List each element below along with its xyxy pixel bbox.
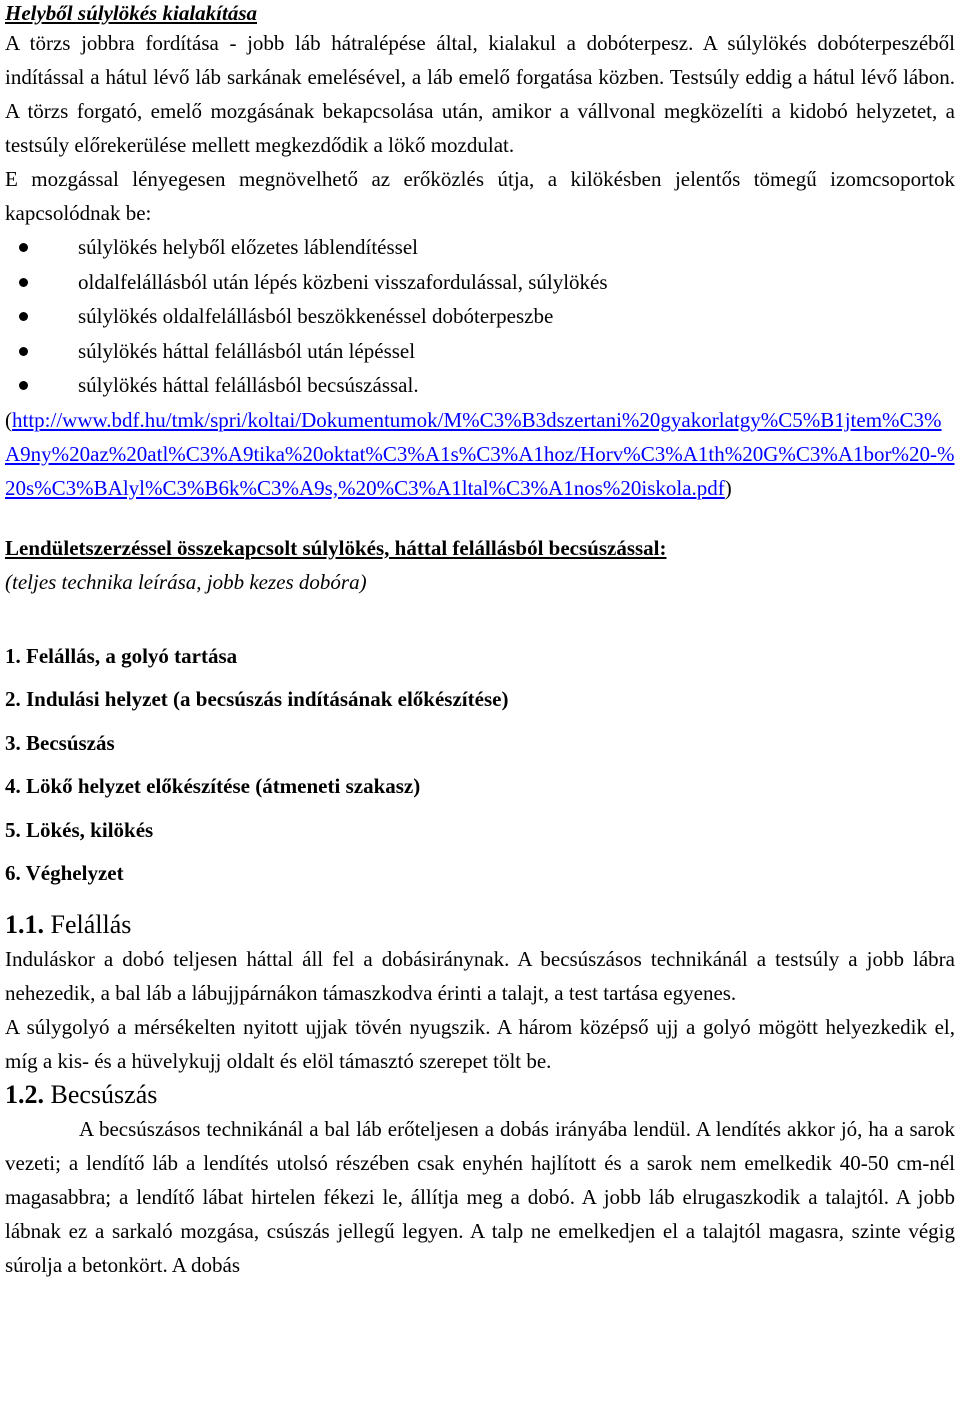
section-heading: Helyből súlylökés kialakítása xyxy=(5,1,257,25)
list-item-text: súlylökés helyből előzetes láblendítéssel xyxy=(78,235,418,259)
steps-list xyxy=(5,639,955,900)
bullet-icon xyxy=(19,381,28,390)
paren-close: ) xyxy=(724,475,732,500)
step-item: 1. Felállás, a golyó tartása xyxy=(5,643,238,668)
list-item-text: oldalfelállásból után lépés közbeni visszafordulással, súlylökés xyxy=(78,269,608,294)
step-item: 5. Lökés, kilökés xyxy=(5,817,154,842)
step-item: 2. Indulási helyzet (a becsúszás indításának előkészítése) xyxy=(5,687,509,711)
subsection-title: Becsúszás xyxy=(50,1079,158,1109)
bullet-icon xyxy=(19,243,28,252)
list-item-text: súlylökés háttal felállásból becsúszással. xyxy=(78,373,419,397)
paragraph: Induláskor a dobó teljesen háttal áll fel a dobásiránynak. A becsúszásos technikánál a testsúly a jobb lábra nehezedik, a bal láb a lábujjpárnákon támaszkodva érinti a talajt, a test tartása egyenes. xyxy=(5,946,955,1005)
paragraph: A becsúszásos technikánál a bal láb erőteljesen a dobás irányába lendül. A lendítés akkor jó, ha a sarok vezeti; a lendítő láb a lendítés utolsó részében csak enyhén hajlított és a sarok nem emelkedik 40-50 cm-nél magasabbra; a lendítő lábat hirtelen fékezi le, állítja meg a dobó. A jobb láb elrugaszkodik a talajtól. A jobb lábnak ez a sarkaló mozgása, csúszás jellegű legyen. A talp ne emelkedjen el a talajtól magasra, szinte végig súrolja a betonkört. A dobás xyxy=(5,1116,955,1277)
bullet-icon xyxy=(19,278,28,287)
step-item: 6. Véghelyzet xyxy=(5,861,124,885)
bullet-icon xyxy=(19,312,28,321)
section-title: Lendületszerzéssel összekapcsolt súlylökés, háttal felállásból becsúszással: xyxy=(5,535,667,560)
paren-open: ( xyxy=(5,407,12,432)
list-item xyxy=(5,265,955,300)
document-page xyxy=(5,0,955,1282)
list-item xyxy=(5,368,955,403)
list-item-text: súlylökés háttal felállásból után lépéssel xyxy=(78,338,416,363)
subsection-title: Felállás xyxy=(50,909,132,939)
subsection-heading xyxy=(5,1078,955,1112)
list-item xyxy=(5,299,955,334)
subsection-number: 1.1. xyxy=(5,909,44,939)
list-item-text: súlylökés oldalfelállásból beszökkenéssel dobóterpeszbe xyxy=(78,304,554,328)
source-reference xyxy=(5,403,955,505)
paragraph: A törzs jobbra fordítása - jobb láb hátralépése által, kialakul a dobóterpesz. A súlylökés dobóterpeszéből indítással a hátul lévő láb sarkának emelésével, a láb emelő forgatása közben. Testsúly eddig a hátul lévő lábon. A törzs forgató, emelő mozgásának bekapcsolása után, amikor a vállvonal megközelíti a kidobó helyzetet, a testsúly előrekerülése mellett megkezdődik a lökő mozdulat. xyxy=(5,31,955,157)
paragraph: E mozgással lényegesen megnövelhető az erőközlés útja, a kilökésben jelentős tömegű izomcsoportok kapcsolódnak be: xyxy=(5,167,955,225)
list-item xyxy=(5,334,955,369)
step-item: 3. Becsúszás xyxy=(5,730,115,755)
step-item: 4. Lökő helyzet előkészítése (átmeneti szakasz) xyxy=(5,774,421,798)
section-subtitle: (teljes technika leírása, jobb kezes dobóra) xyxy=(5,569,367,594)
bullet-list xyxy=(5,230,955,403)
subsection-heading xyxy=(5,908,955,942)
subsection-number: 1.2. xyxy=(5,1079,44,1109)
list-item xyxy=(5,230,955,265)
source-link[interactable]: http://www.bdf.hu/tmk/spri/koltai/Dokumentumok/M%C3%B3dszertani%20gyakorlatgy%C5%B1jtem%C3%A9ny%20az%20atl%C3%A9tika%20oktat%C3%A1s%C3%A1hoz/Horv%C3%A1th%20G%C3%A1bor%20-%20s%C3%BAlyl%C3%B6k%C3%A9s,%20%C3%A1ltal%C3%A1nos%20iskola.pdf xyxy=(5,407,955,500)
bullet-icon xyxy=(19,347,28,356)
paragraph: A súlygolyó a mérsékelten nyitott ujjak tövén nyugszik. A három középső ujj a golyó mögött helyezkedik el, míg a kis- és a hüvelykujj oldalt és elöl támasztó szerepet tölt be. xyxy=(5,1014,955,1073)
